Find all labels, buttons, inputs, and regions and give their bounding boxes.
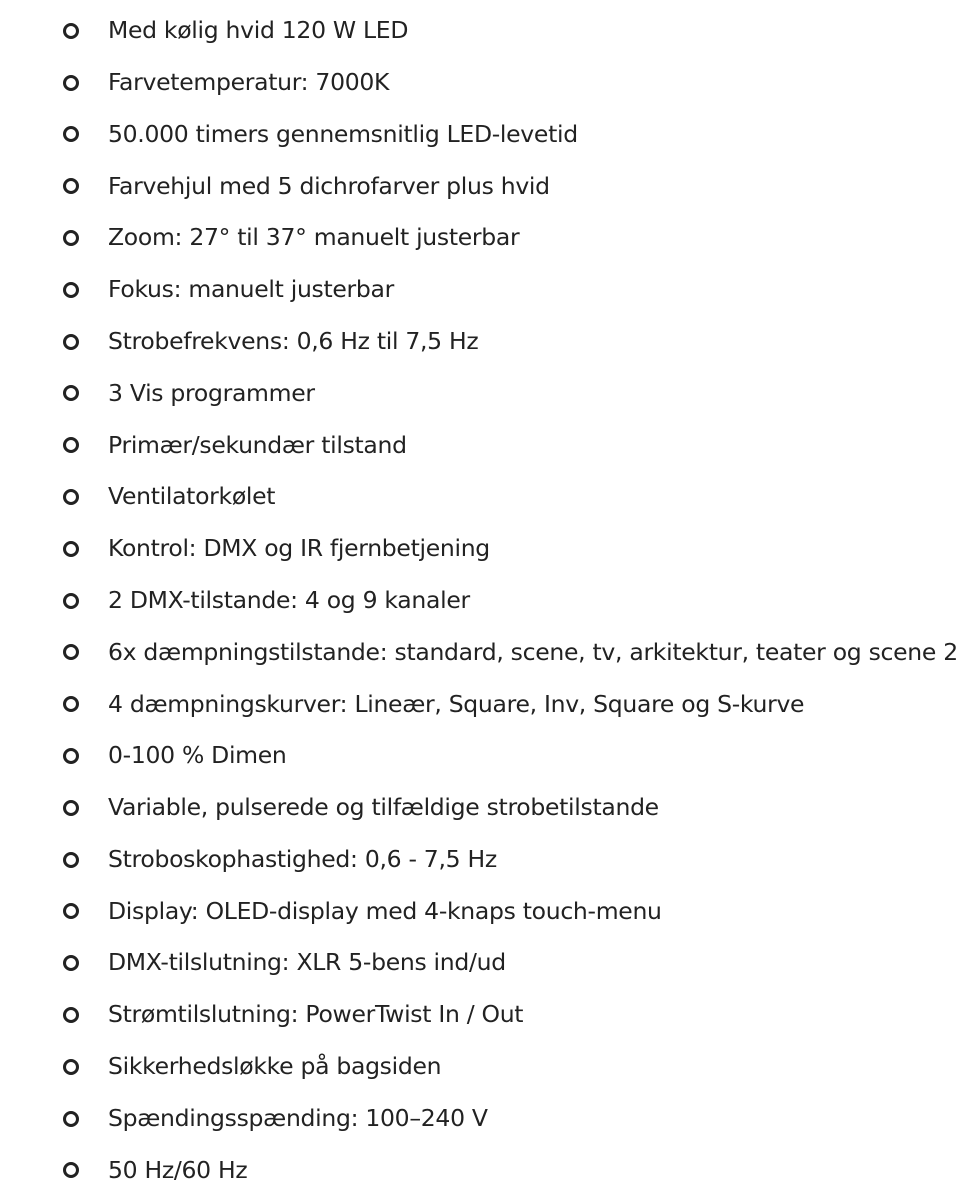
- list-item: [0, 1093, 960, 1145]
- bullet-circle-icon: [63, 955, 79, 971]
- bullet-circle-icon: [63, 1111, 79, 1127]
- list-item: [0, 264, 960, 316]
- spec-text: 6x dæmpningstilstande: standard, scene, tv, arkitektur, teater og scene 2: [108, 637, 958, 666]
- spec-text: 4 dæmpningskurver: Lineær, Square, Inv, Square og S-kurve: [108, 689, 805, 718]
- spec-text: Med kølig hvid 120 W LED: [108, 16, 409, 45]
- list-item: [0, 937, 960, 989]
- bullet-circle-icon: [63, 593, 79, 609]
- spec-list: [0, 5, 960, 1196]
- bullet-circle-icon: [63, 1007, 79, 1023]
- spec-text: Ventilatorkølet: [108, 482, 276, 511]
- spec-text: Strømtilslutning: PowerTwist In / Out: [108, 1000, 524, 1029]
- spec-text: Spændingsspænding: 100–240 V: [108, 1103, 488, 1132]
- spec-text: 3 Vis programmer: [108, 378, 315, 407]
- spec-text: Farvetemperatur: 7000K: [108, 67, 390, 96]
- list-item: [0, 627, 960, 679]
- bullet-circle-icon: [63, 644, 79, 660]
- bullet-circle-icon: [63, 489, 79, 505]
- bullet-circle-icon: [63, 385, 79, 401]
- bullet-circle-icon: [63, 1059, 79, 1075]
- list-item: [0, 316, 960, 368]
- list-item: [0, 57, 960, 109]
- spec-text: 2 DMX-tilstande: 4 og 9 kanaler: [108, 585, 470, 614]
- bullet-circle-icon: [63, 334, 79, 350]
- list-item: [0, 368, 960, 420]
- bullet-circle-icon: [63, 178, 79, 194]
- list-item: [0, 834, 960, 886]
- list-item: [0, 989, 960, 1041]
- list-item: [0, 1145, 960, 1196]
- bullet-circle-icon: [63, 852, 79, 868]
- spec-text: Primær/sekundær tilstand: [108, 430, 407, 459]
- spec-text: Variable, pulserede og tilfældige strobetilstande: [108, 793, 659, 822]
- bullet-circle-icon: [63, 126, 79, 142]
- bullet-circle-icon: [63, 748, 79, 764]
- list-item: [0, 419, 960, 471]
- spec-text: Kontrol: DMX og IR fjernbetjening: [108, 534, 490, 563]
- spec-text: Sikkerhedsløkke på bagsiden: [108, 1052, 442, 1081]
- list-item: [0, 886, 960, 938]
- list-item: [0, 471, 960, 523]
- bullet-circle-icon: [63, 1162, 79, 1178]
- bullet-circle-icon: [63, 75, 79, 91]
- list-item: [0, 782, 960, 834]
- spec-text: Fokus: manuelt justerbar: [108, 275, 394, 304]
- bullet-circle-icon: [63, 230, 79, 246]
- list-item: [0, 212, 960, 264]
- spec-text: 50 Hz/60 Hz: [108, 1155, 248, 1184]
- spec-text: 50.000 timers gennemsnitlig LED-levetid: [108, 119, 578, 148]
- spec-text: Display: OLED-display med 4-knaps touch-menu: [108, 896, 662, 925]
- list-item: [0, 109, 960, 161]
- bullet-circle-icon: [63, 282, 79, 298]
- bullet-circle-icon: [63, 696, 79, 712]
- bullet-circle-icon: [63, 437, 79, 453]
- spec-text: 0-100 % Dimen: [108, 741, 287, 770]
- list-item: [0, 1041, 960, 1093]
- spec-text: Farvehjul med 5 dichrofarver plus hvid: [108, 171, 550, 200]
- spec-text: Stroboskophastighed: 0,6 - 7,5 Hz: [108, 844, 497, 873]
- bullet-circle-icon: [63, 800, 79, 816]
- list-item: [0, 730, 960, 782]
- spec-text: Zoom: 27° til 37° manuelt justerbar: [108, 223, 520, 252]
- bullet-circle-icon: [63, 541, 79, 557]
- bullet-circle-icon: [63, 903, 79, 919]
- spec-text: Strobefrekvens: 0,6 Hz til 7,5 Hz: [108, 326, 479, 355]
- list-item: [0, 523, 960, 575]
- list-item: [0, 160, 960, 212]
- spec-text: DMX-tilslutning: XLR 5-bens ind/ud: [108, 948, 506, 977]
- bullet-circle-icon: [63, 23, 79, 39]
- list-item: [0, 5, 960, 57]
- list-item: [0, 678, 960, 730]
- list-item: [0, 575, 960, 627]
